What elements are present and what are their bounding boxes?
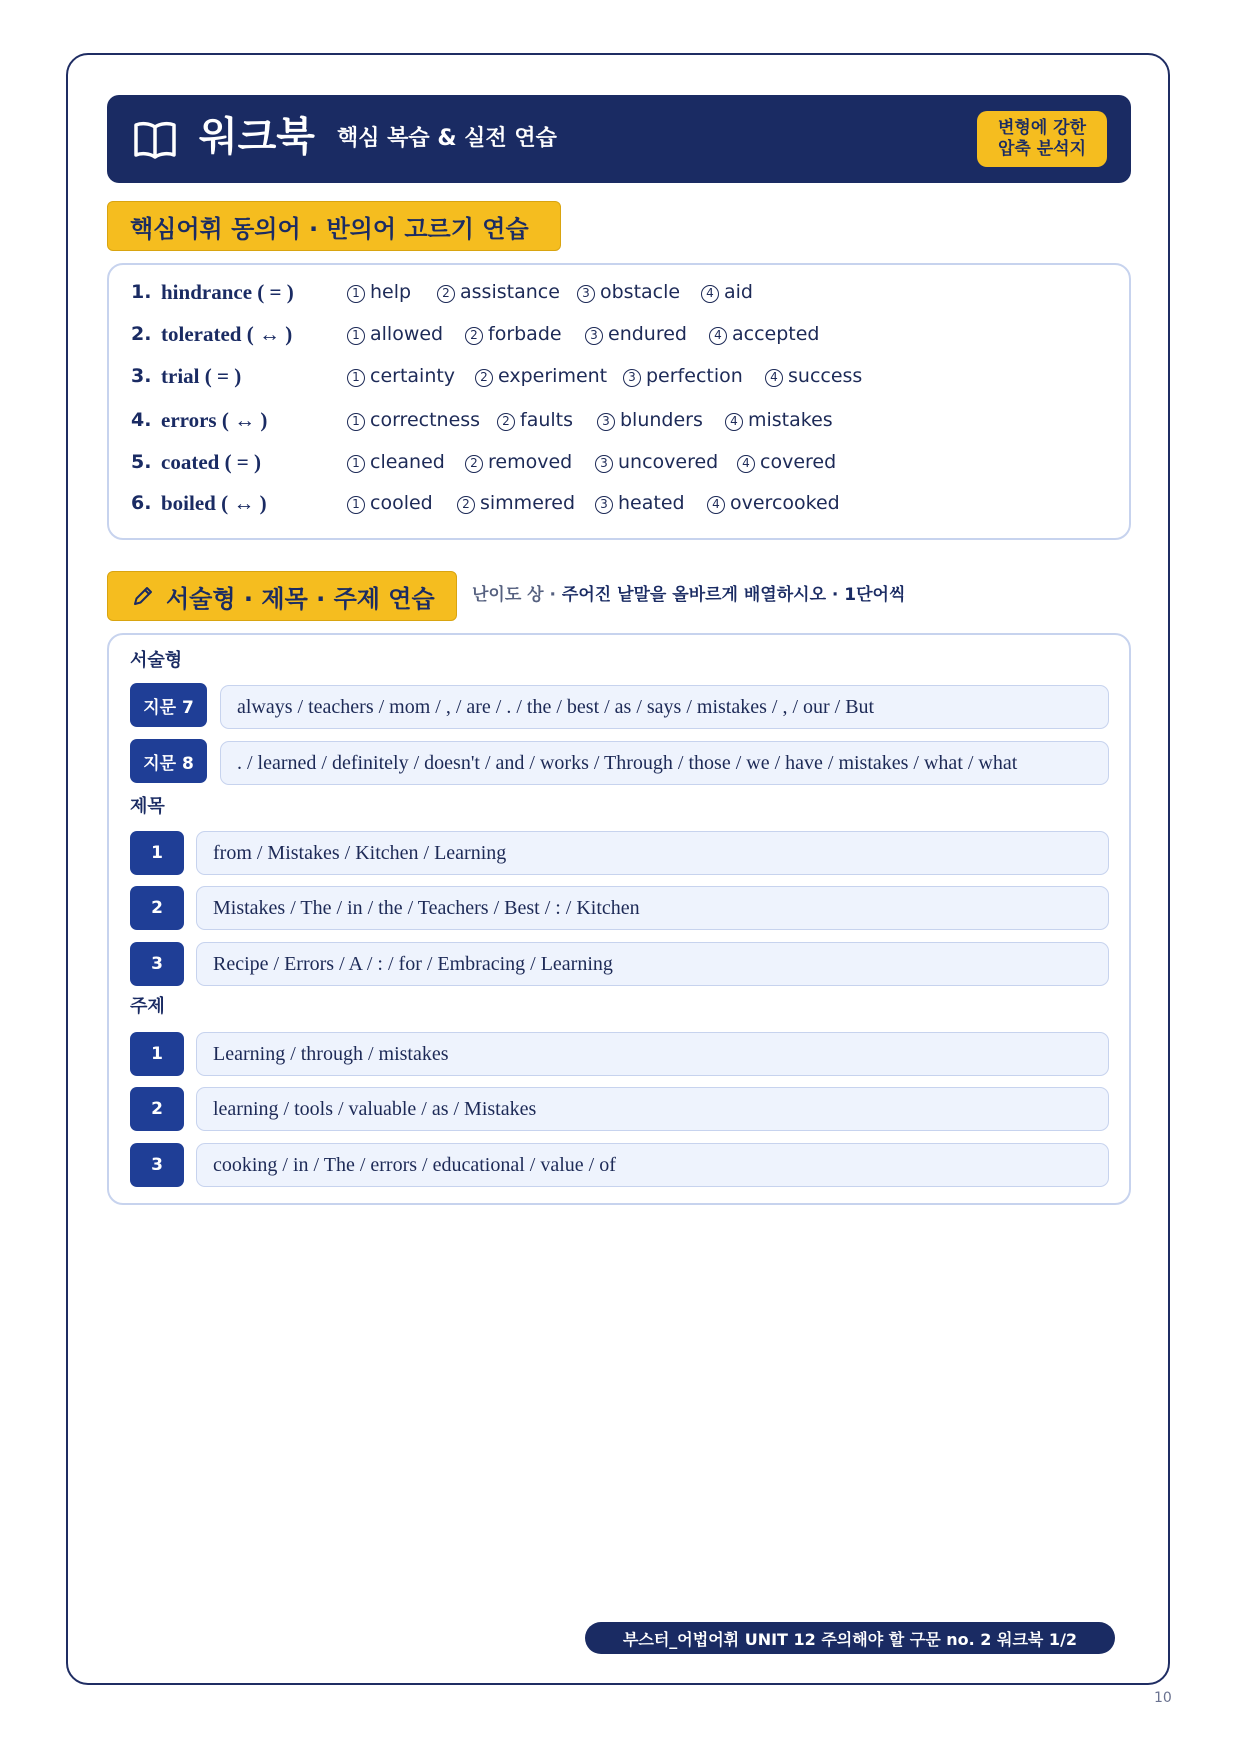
- vocab-item-number: 2.: [131, 323, 152, 345]
- option-number-marker: 3: [597, 413, 615, 431]
- workbook-header: [107, 95, 1131, 183]
- vocab-option-label: help: [370, 281, 412, 303]
- vocab-item-word: coated ( = ): [161, 450, 262, 474]
- vocab-option[interactable]: [347, 319, 443, 349]
- vocab-item-word: errors ( ↔ ): [161, 408, 268, 432]
- vocab-option[interactable]: [347, 361, 455, 391]
- vocab-option-label: success: [788, 365, 863, 387]
- vocab-item: [131, 488, 1111, 518]
- vocab-item-word: tolerated ( ↔ ): [161, 322, 293, 346]
- option-number-marker: 2: [437, 285, 455, 303]
- vocab-option-label: cleaned: [370, 451, 445, 473]
- vocab-option-label: experiment: [498, 365, 608, 387]
- vocab-option[interactable]: [465, 319, 562, 349]
- vocab-option-label: cooled: [370, 492, 433, 514]
- title-2-number: 2: [130, 886, 184, 930]
- title-1-number: 1: [130, 831, 184, 875]
- vocab-option[interactable]: [347, 488, 433, 518]
- vocab-option[interactable]: [347, 447, 445, 477]
- vocab-option[interactable]: [585, 319, 687, 349]
- vocab-section-title: [107, 201, 561, 251]
- vocab-option-label: overcooked: [730, 492, 840, 514]
- vocab-option[interactable]: [707, 488, 840, 518]
- vocab-option-label: assistance: [460, 281, 560, 303]
- passage-7-label: 지문 7: [130, 683, 207, 727]
- vocab-option-label: certainty: [370, 365, 456, 387]
- header-title: 워크북: [199, 114, 315, 160]
- vocab-item-number: 3.: [131, 365, 152, 387]
- option-number-marker: 4: [701, 285, 719, 303]
- vocab-option-label: removed: [488, 451, 573, 473]
- topic-2-number: 2: [130, 1087, 184, 1131]
- vocab-option-label: accepted: [732, 323, 820, 345]
- vocab-option[interactable]: [437, 277, 560, 307]
- instruction-text: 주어진 낱말을 올바르게 배열하시오 · 1단어씩: [561, 585, 906, 605]
- vocab-option-label: obstacle: [600, 281, 681, 303]
- option-number-marker: 4: [725, 413, 743, 431]
- vocab-option-label: covered: [760, 451, 837, 473]
- vocab-option[interactable]: [709, 319, 820, 349]
- passage-8-label: 지문 8: [130, 739, 207, 783]
- vocab-option[interactable]: [725, 405, 833, 435]
- topic-3-number: 3: [130, 1143, 184, 1187]
- vocab-item: [131, 277, 1111, 307]
- pencil-icon: [132, 585, 154, 607]
- header-badge: [977, 111, 1107, 167]
- vocab-option-label: blunders: [620, 409, 703, 431]
- vocab-option[interactable]: [595, 447, 718, 477]
- badge-line-2: 압축 분석지: [997, 139, 1087, 159]
- vocab-option-label: endured: [608, 323, 687, 345]
- vocab-option[interactable]: [595, 488, 685, 518]
- vocab-item-number: 4.: [131, 409, 152, 431]
- vocab-item-number: 1.: [131, 281, 152, 303]
- badge-line-1: 변형에 강한: [997, 118, 1087, 138]
- option-number-marker: 1: [347, 327, 365, 345]
- topic-1-answer-field[interactable]: Learning / through / mistakes: [196, 1032, 1109, 1076]
- title-3-answer-field[interactable]: Recipe / Errors / A / : / for / Embracing / Learning: [196, 942, 1109, 986]
- vocab-option[interactable]: [347, 277, 411, 307]
- topic-1-number: 1: [130, 1032, 184, 1076]
- vocab-option-label: correctness: [370, 409, 481, 431]
- vocab-item-word: boiled ( ↔ ): [161, 491, 267, 515]
- title-2-answer-field[interactable]: Mistakes / The / in / the / Teachers / Best / : / Kitchen: [196, 886, 1109, 930]
- writing-section-title: [107, 571, 457, 621]
- vocab-option-label: allowed: [370, 323, 444, 345]
- writing-section-title-text: 서술형 · 제목 · 주제 연습: [166, 584, 435, 613]
- option-number-marker: 1: [347, 285, 365, 303]
- vocab-option-label: uncovered: [618, 451, 719, 473]
- vocab-item-number: 6.: [131, 492, 152, 514]
- vocab-item: [131, 319, 1111, 349]
- option-number-marker: 3: [585, 327, 603, 345]
- option-number-marker: 1: [347, 369, 365, 387]
- title-1-answer-field[interactable]: from / Mistakes / Kitchen / Learning: [196, 831, 1109, 875]
- vocab-option-label: perfection: [646, 365, 743, 387]
- vocab-item: [131, 361, 1111, 391]
- vocab-option[interactable]: [737, 447, 836, 477]
- vocab-option[interactable]: [497, 405, 573, 435]
- option-number-marker: 4: [765, 369, 783, 387]
- option-number-marker: 1: [347, 496, 365, 514]
- vocab-option[interactable]: [577, 277, 680, 307]
- footer-label: 부스터_어법어휘 UNIT 12 주의해야 할 구문 no. 2 워크북 1/2: [585, 1622, 1115, 1654]
- vocab-option-label: faults: [520, 409, 574, 431]
- vocab-option[interactable]: [765, 361, 862, 391]
- option-number-marker: 3: [577, 285, 595, 303]
- vocab-option-label: forbade: [488, 323, 562, 345]
- vocab-option[interactable]: [701, 277, 753, 307]
- topic-2-answer-field[interactable]: learning / tools / valuable / as / Mistakes: [196, 1087, 1109, 1131]
- vocab-option[interactable]: [623, 361, 743, 391]
- vocab-option-label: aid: [724, 281, 753, 303]
- vocab-item-word: trial ( = ): [161, 364, 242, 388]
- option-number-marker: 1: [347, 455, 365, 473]
- option-number-marker: 2: [457, 496, 475, 514]
- option-number-marker: 2: [465, 455, 483, 473]
- vocab-item-number: 5.: [131, 451, 152, 473]
- vocab-section-title-text: 핵심어휘 동의어 · 반의어 고르기 연습: [130, 214, 529, 243]
- option-number-marker: 4: [709, 327, 727, 345]
- option-number-marker: 3: [623, 369, 641, 387]
- passage-7-answer-field[interactable]: always / teachers / mom / , / are / . / the / best / as / says / mistakes / , / our / But: [220, 685, 1109, 729]
- category-topic: 주제: [130, 996, 165, 1017]
- option-number-marker: 4: [737, 455, 755, 473]
- vocab-option[interactable]: [475, 361, 607, 391]
- option-number-marker: 2: [465, 327, 483, 345]
- vocab-option[interactable]: [465, 447, 572, 477]
- vocab-option[interactable]: [457, 488, 575, 518]
- option-number-marker: 2: [475, 369, 493, 387]
- vocab-option-label: mistakes: [748, 409, 833, 431]
- category-title: 제목: [130, 796, 165, 817]
- option-number-marker: 2: [497, 413, 515, 431]
- vocab-option[interactable]: [347, 405, 480, 435]
- option-number-marker: 1: [347, 413, 365, 431]
- page-number: 10: [1154, 1690, 1172, 1706]
- passage-8-answer-field[interactable]: . / learned / definitely / doesn't / and / works / Through / those / we / have / mistakes / what / what: [220, 741, 1109, 785]
- vocab-option-label: heated: [618, 492, 685, 514]
- vocab-item-word: hindrance ( = ): [161, 280, 294, 304]
- vocab-option-label: simmered: [480, 492, 576, 514]
- category-descriptive: 서술형: [130, 650, 183, 671]
- writing-section-note: [472, 584, 905, 606]
- vocab-option[interactable]: [597, 405, 703, 435]
- vocab-item: [131, 447, 1111, 477]
- vocab-item: [131, 405, 1111, 435]
- option-number-marker: 3: [595, 455, 613, 473]
- header-subtitle: 핵심 복습 & 실전 연습: [337, 126, 557, 151]
- vocab-panel: [107, 263, 1131, 540]
- book-icon: [133, 119, 177, 159]
- option-number-marker: 4: [707, 496, 725, 514]
- option-number-marker: 3: [595, 496, 613, 514]
- topic-3-answer-field[interactable]: cooking / in / The / errors / educational / value / of: [196, 1143, 1109, 1187]
- title-3-number: 3: [130, 942, 184, 986]
- difficulty-label: 난이도 상 ·: [472, 585, 562, 605]
